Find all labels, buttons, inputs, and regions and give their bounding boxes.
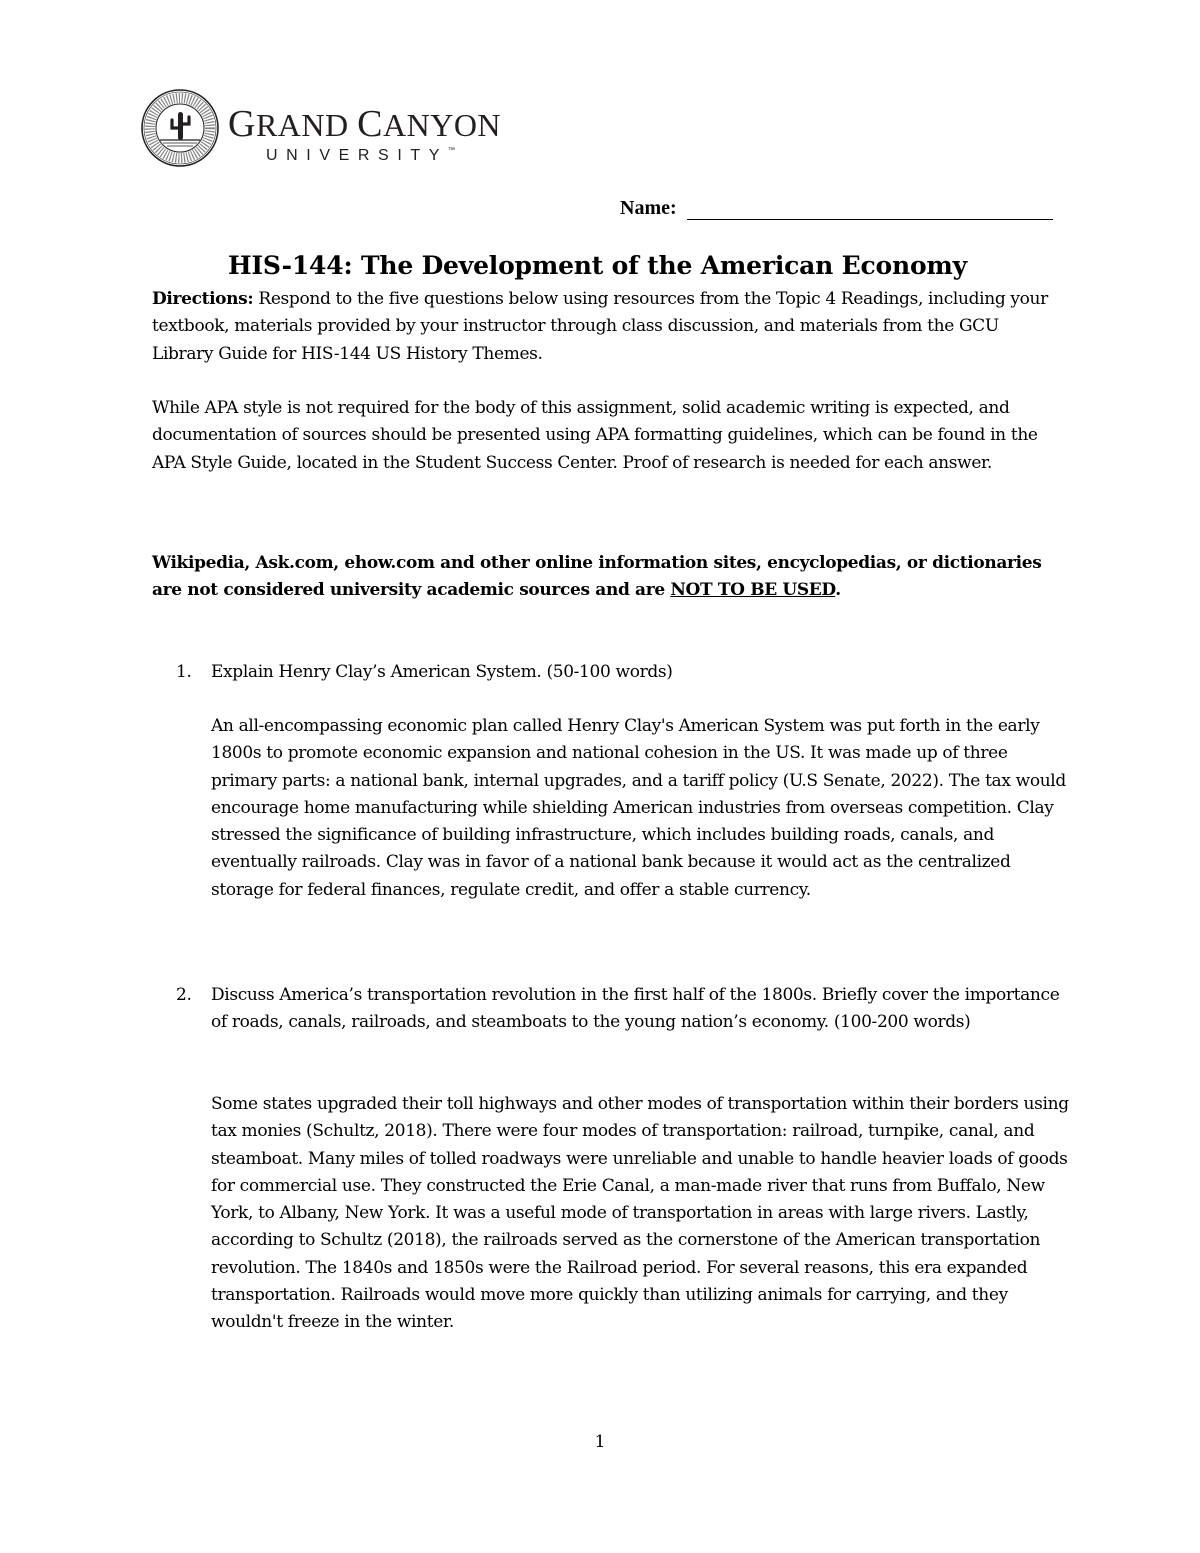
name-field-row (620, 197, 1053, 220)
question-answer: Some states upgraded their toll highways and other modes of transportation within their borders using tax monies (Schultz, 2018). There were four modes of transportation: railroad, turnpike, canal, and steamboat. Many miles of tolled roadways were unreliable and unable to handle heavier loads of goods for commercial use. They constructed the Erie Canal, a man-made river that runs from Buffalo, New York, to Albany, New York. It was a useful mode of transportation in areas with large rivers. Lastly, according to Schultz (2018), the railroads served as the cornerstone of the American transportation revolution. The 1840s and 1850s were the Railroad period. For several reasons, this era expanded transportation. Railroads would move more quickly than utilizing animals for carrying, and they wouldn't freeze in the winter. (211, 1094, 1069, 1333)
name-label: Name: (620, 197, 677, 219)
apa-note-text: While APA style is not required for the body of this assignment, solid academic writing is expected, and documentation of sources should be presented using APA formatting guidelines, which can be found in the APA Style Guide, located in the Student Success Center. Proof of research is needed for each answer. (152, 398, 1038, 473)
university-wordmark (228, 103, 502, 165)
name-blank-line[interactable] (687, 197, 1053, 220)
question-answer: An all-encompassing economic plan called Henry Clay's American System was put forth in the early 1800s to promote economic expansion and national cohesion in the US. It was made up of three primary parts: a national bank, internal upgrades, and a tariff policy (U.S Senate, 2022). The tax would encourage home manufacturing while shielding American industries from overseas competition. Clay stressed the significance of building infrastructure, which includes building roads, canals, and eventually railroads. Clay was in favor of a national bank because it would act as the centralized storage for federal finances, regulate credit, and offer a stable currency. (211, 716, 1066, 900)
question-number: 2. (176, 985, 192, 1005)
university-seal-icon (140, 88, 220, 168)
wordmark-grand-canyon: GRAND CANYON (228, 103, 502, 145)
sources-warning-text: Wikipedia, Ask.com, ehow.com and other online information sites, encyclopedias, or dictionaries are not considered university academic sources and are (152, 553, 1042, 601)
wordmark-university: UNIVERSITY™ (266, 147, 456, 164)
directions-label: Directions: (152, 289, 254, 309)
page-number: 1 (594, 1432, 606, 1452)
sources-warning-paragraph: Wikipedia, Ask.com, ehow.com and other online information sites, encyclopedias, or dictionaries are not considered university academic sources and are NOT TO BE USED. (152, 553, 1042, 601)
directions-paragraph (152, 286, 1052, 368)
not-to-be-used-text: NOT TO BE USED (670, 580, 836, 601)
question-number: 1. (176, 662, 192, 682)
document-title: HIS-144: The Development of the American Economy (228, 251, 967, 280)
apa-note-paragraph (152, 395, 1052, 477)
university-logo (140, 88, 500, 168)
question-prompt: Discuss America’s transportation revolution in the first half of the 1800s. Briefly cover the importance of roads, canals, railroads, and steamboats to the young nation’s economy. (100-200 words) (211, 985, 1060, 1033)
question-prompt: Explain Henry Clay’s American System. (50-100 words) (211, 662, 673, 682)
directions-text: Respond to the five questions below using resources from the Topic 4 Readings, including your textbook, materials provided by your instructor through class discussion, and materials from the GCU Library Guide for HIS-144 US History Themes. (152, 289, 1048, 364)
